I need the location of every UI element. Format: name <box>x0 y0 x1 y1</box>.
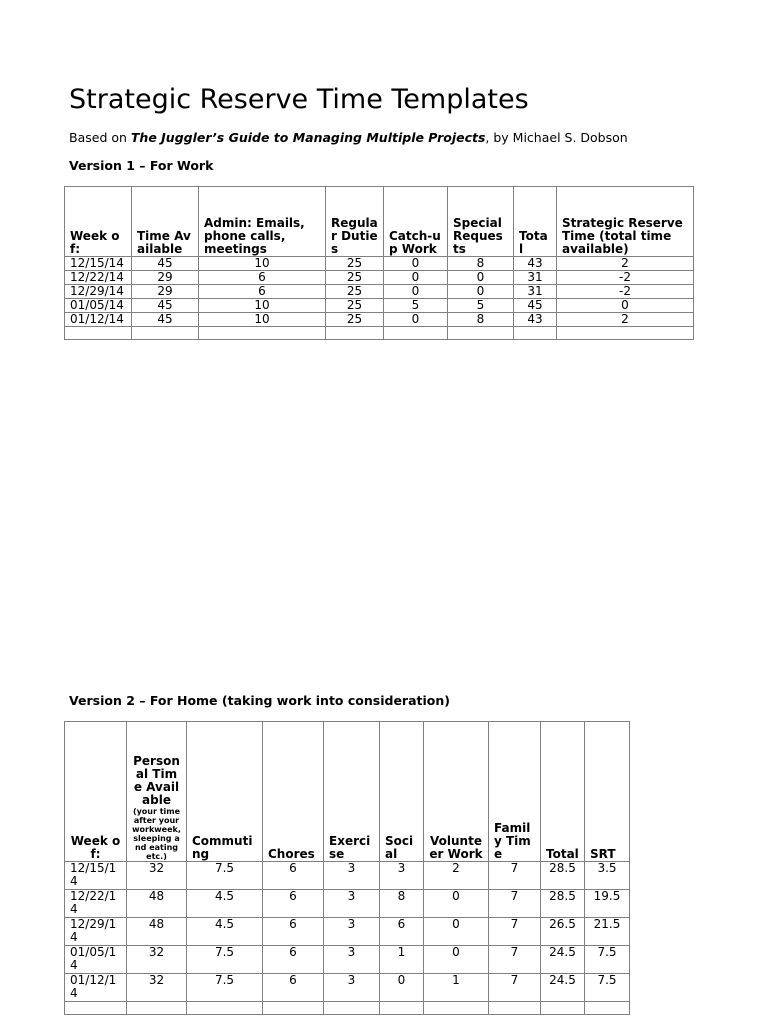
table-row <box>65 1002 630 1015</box>
table-cell: 7.5 <box>187 862 263 890</box>
table-row <box>65 974 630 1002</box>
table-cell: 10 <box>199 313 326 327</box>
column-header: Week of: <box>65 187 132 257</box>
table-cell: 48 <box>127 890 187 918</box>
table-cell: 1 <box>424 974 489 1002</box>
byline-suffix: , by Michael S. Dobson <box>485 130 628 145</box>
column-header: Regular Duties <box>326 187 384 257</box>
week-cell: 01/05/14 <box>65 299 132 313</box>
table-cell: 5 <box>448 299 514 313</box>
table-cell: 7 <box>489 890 541 918</box>
table-cell: 8 <box>448 257 514 271</box>
table-cell: 6 <box>380 918 424 946</box>
week-cell: 12/22/14 <box>65 890 127 918</box>
table-cell <box>326 327 384 340</box>
table-row <box>65 257 694 271</box>
table-cell: -2 <box>557 285 694 299</box>
table-cell <box>557 327 694 340</box>
version2-table <box>64 721 630 1015</box>
table-cell: 4.5 <box>187 890 263 918</box>
table-cell: 2 <box>557 257 694 271</box>
week-cell: 01/05/14 <box>65 946 127 974</box>
table-cell: 4.5 <box>187 918 263 946</box>
column-header: Admin: Emails, phone calls, meetings <box>199 187 326 257</box>
table-cell: 45 <box>132 299 199 313</box>
table-cell: 7 <box>489 918 541 946</box>
table-cell <box>489 1002 541 1015</box>
table-cell <box>448 327 514 340</box>
table-cell: 6 <box>263 890 324 918</box>
column-header: Strategic Reserve Time (total time available) <box>557 187 694 257</box>
week-cell: 01/12/14 <box>65 313 132 327</box>
table-cell: 8 <box>380 890 424 918</box>
table-cell: 5 <box>384 299 448 313</box>
column-header: Week of: <box>65 722 127 862</box>
table-cell: 0 <box>448 285 514 299</box>
table-cell: 2 <box>424 862 489 890</box>
document-title: Strategic Reserve Time Templates <box>69 84 529 115</box>
table-cell: 24.5 <box>541 974 585 1002</box>
table-cell: 3 <box>324 974 380 1002</box>
table-cell: 6 <box>199 271 326 285</box>
table-cell: 26.5 <box>541 918 585 946</box>
book-title: The Juggler’s Guide to Managing Multiple Projects <box>130 130 486 145</box>
table-cell <box>132 327 199 340</box>
table-cell: 7 <box>489 946 541 974</box>
table-cell: 29 <box>132 285 199 299</box>
table-cell: 10 <box>199 257 326 271</box>
column-header: Family Time <box>489 722 541 862</box>
table-cell: 7.5 <box>585 974 630 1002</box>
table-cell: 6 <box>263 946 324 974</box>
column-header-personal-time <box>127 722 187 862</box>
table-cell: 0 <box>384 285 448 299</box>
table-cell <box>199 327 326 340</box>
table-cell: 0 <box>448 271 514 285</box>
table-cell: 2 <box>557 313 694 327</box>
table-cell: 0 <box>384 313 448 327</box>
table-cell: 6 <box>199 285 326 299</box>
table-cell: 48 <box>127 918 187 946</box>
version2-heading: Version 2 – For Home (taking work into consideration) <box>69 693 450 708</box>
table-cell: 45 <box>514 299 557 313</box>
column-header: Social <box>380 722 424 862</box>
table-cell: 19.5 <box>585 890 630 918</box>
table-cell: 45 <box>132 313 199 327</box>
column-header: Time Available <box>132 187 199 257</box>
table-cell <box>541 1002 585 1015</box>
table-cell: 43 <box>514 257 557 271</box>
column-header: Catch-up Work <box>384 187 448 257</box>
week-cell: 12/29/14 <box>65 918 127 946</box>
table-cell: 43 <box>514 313 557 327</box>
table-cell: 7.5 <box>585 946 630 974</box>
table-cell: 0 <box>424 890 489 918</box>
table-cell: 25 <box>326 271 384 285</box>
table-cell: 3 <box>324 890 380 918</box>
table-cell: 7 <box>489 974 541 1002</box>
table-cell: 28.5 <box>541 890 585 918</box>
table-cell: 3 <box>380 862 424 890</box>
version1-table <box>64 186 694 340</box>
column-header: Volunteer Work <box>424 722 489 862</box>
column-header: Chores <box>263 722 324 862</box>
table-cell <box>380 1002 424 1015</box>
week-cell <box>65 327 132 340</box>
table-cell: 0 <box>557 299 694 313</box>
table-row <box>65 918 630 946</box>
table-cell: 21.5 <box>585 918 630 946</box>
table-cell: 0 <box>380 974 424 1002</box>
table-cell: 29 <box>132 271 199 285</box>
table-cell: 0 <box>424 918 489 946</box>
table-row <box>65 890 630 918</box>
table-row <box>65 862 630 890</box>
table-cell: 7 <box>489 862 541 890</box>
table-cell: 32 <box>127 862 187 890</box>
version1-heading: Version 1 – For Work <box>69 158 214 173</box>
column-header: Commuting <box>187 722 263 862</box>
table-cell: 25 <box>326 313 384 327</box>
table-row <box>65 946 630 974</box>
column-header: Total <box>514 187 557 257</box>
table-cell: 6 <box>263 918 324 946</box>
column-header: Total <box>541 722 585 862</box>
table-cell: 31 <box>514 285 557 299</box>
table-cell <box>187 1002 263 1015</box>
week-cell <box>65 1002 127 1015</box>
table-cell: 3 <box>324 918 380 946</box>
table-cell: 25 <box>326 299 384 313</box>
table-cell: 3 <box>324 946 380 974</box>
table-cell: 7.5 <box>187 974 263 1002</box>
week-cell: 01/12/14 <box>65 974 127 1002</box>
table-cell: 24.5 <box>541 946 585 974</box>
table-row <box>65 299 694 313</box>
table-cell: 0 <box>424 946 489 974</box>
table-cell: 0 <box>384 257 448 271</box>
table-row <box>65 327 694 340</box>
column-header-note: (your time after your workweek, sleeping and eating etc.) <box>132 807 181 861</box>
column-header-label: Personal Time Available <box>133 754 180 807</box>
table-cell <box>324 1002 380 1015</box>
byline-prefix: Based on <box>69 130 131 145</box>
table-cell: 1 <box>380 946 424 974</box>
column-header: SRT <box>585 722 630 862</box>
table-cell: 32 <box>127 946 187 974</box>
table-cell: 7.5 <box>187 946 263 974</box>
table-cell: 3 <box>324 862 380 890</box>
table-cell <box>585 1002 630 1015</box>
table-cell: 25 <box>326 257 384 271</box>
table-row <box>65 271 694 285</box>
table-cell: 3.5 <box>585 862 630 890</box>
table-cell <box>384 327 448 340</box>
week-cell: 12/15/14 <box>65 257 132 271</box>
table-cell: 25 <box>326 285 384 299</box>
table-cell: 45 <box>132 257 199 271</box>
week-cell: 12/22/14 <box>65 271 132 285</box>
week-cell: 12/15/14 <box>65 862 127 890</box>
byline <box>69 130 628 145</box>
table-cell: -2 <box>557 271 694 285</box>
table-cell <box>263 1002 324 1015</box>
table-cell: 28.5 <box>541 862 585 890</box>
table-cell <box>127 1002 187 1015</box>
table-cell <box>424 1002 489 1015</box>
table-cell: 6 <box>263 974 324 1002</box>
table-cell: 6 <box>263 862 324 890</box>
table-row <box>65 313 694 327</box>
table-cell: 0 <box>384 271 448 285</box>
table-cell: 8 <box>448 313 514 327</box>
table-row <box>65 285 694 299</box>
table-cell: 10 <box>199 299 326 313</box>
table-cell <box>514 327 557 340</box>
column-header: Special Requests <box>448 187 514 257</box>
table-cell: 32 <box>127 974 187 1002</box>
table-cell: 31 <box>514 271 557 285</box>
column-header: Exercise <box>324 722 380 862</box>
week-cell: 12/29/14 <box>65 285 132 299</box>
